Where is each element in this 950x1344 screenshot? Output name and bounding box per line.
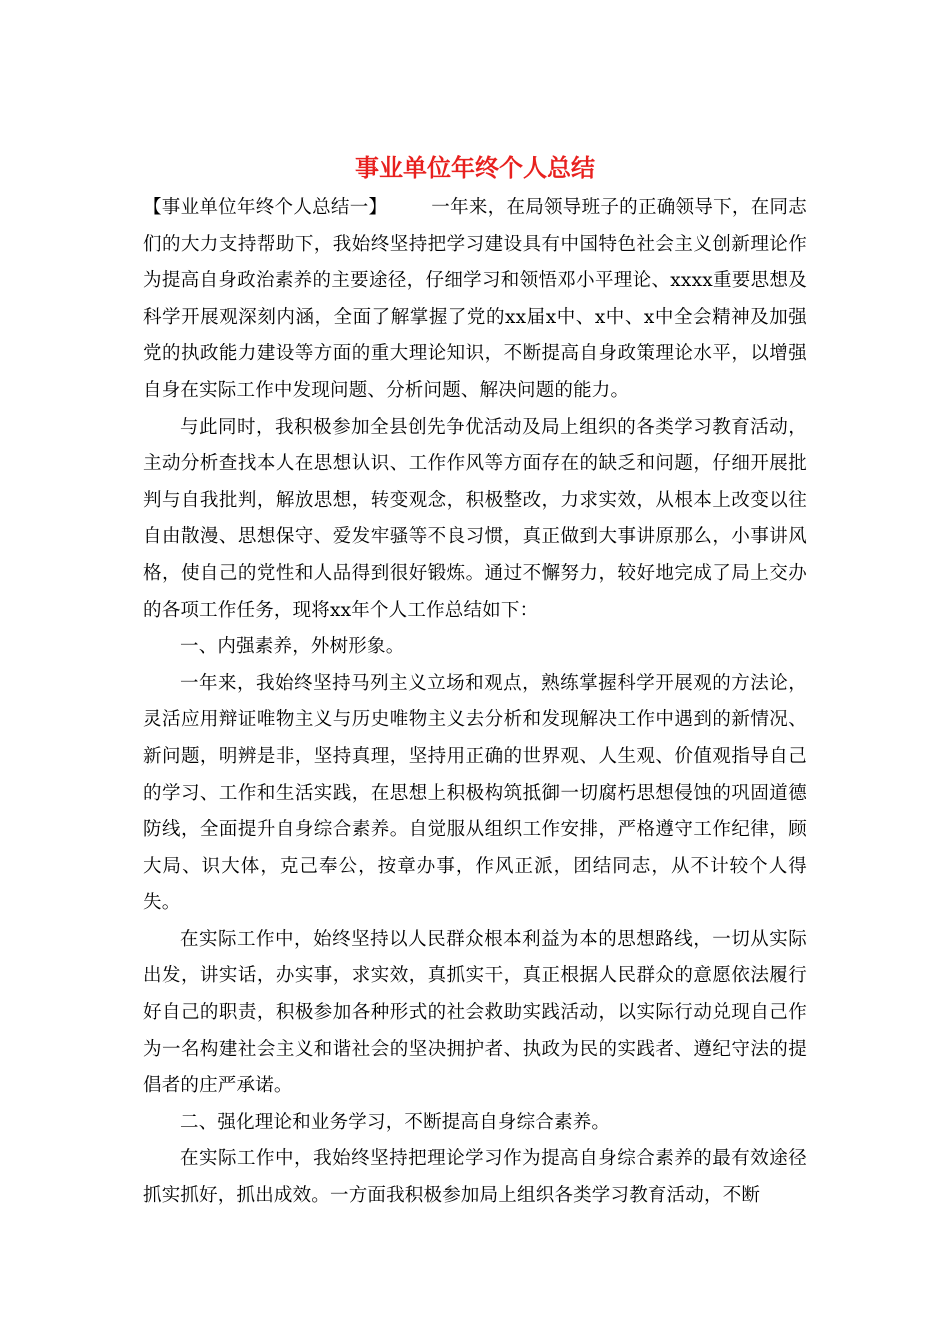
section-heading-1: 一、内强素养，外树形象。 bbox=[180, 636, 405, 658]
paragraph-5: 在实际工作中，我始终坚持把理论学习作为提高自身综合素养的最有效途径抓实抓好，抓出成效。一方面我积极参加局上组织各类学习教育活动，不断 bbox=[143, 1148, 807, 1207]
paragraph-2: 与此同时，我积极参加全县创先争优活动及局上组织的各类学习教育活动，主动分析查找本人在思想认识、工作作风等方面存在的缺乏和问题，仔细开展批判与自我批判，解放思想，转变观念，积极整改，力求实效，从根本上改变以往自由散漫、思想保守、爱发牢骚等不良习惯，真正做到大事讲原那么，小事讲风格，使自己的党性和人品得到很好锻炼。通过不懈努力，较好地完成了局上交办的各项工作任务，现将xx年个人工作总结如下： bbox=[143, 416, 807, 621]
document-title: 事业单位年终个人总结 bbox=[355, 153, 595, 182]
paragraph-3: 一年来，我始终坚持马列主义立场和观点，熟练掌握科学开展观的方法论，灵活应用辩证唯物主义与历史唯物主义去分析和发现解决工作中遇到的新情况、新问题，明辨是非，坚持真理，坚持用正确的世界观、人生观、价值观指导自己的学习、工作和生活实践，在思想上积极构筑抵御一切腐朽思想侵蚀的巩固道德防线，全面提升自身综合素养。自觉服从组织工作安排，严格遵守工作纪律，顾大局、识大体，克己奉公，按章办事，作风正派，团结同志，从不计较个人得失。 bbox=[143, 672, 807, 914]
document-body bbox=[143, 190, 807, 1215]
section-tag: 【事业单位年终个人总结一】 bbox=[143, 197, 388, 218]
section-heading-2: 二、强化理论和业务学习，不断提高自身综合素养。 bbox=[180, 1111, 611, 1133]
paragraph-1-text: 一年来，在局领导班子的正确领导下，在同志们的大力支持帮助下，我始终坚持把学习建设具有中国特色社会主义创新理论作为提高自身政治素养的主要途径，仔细学习和领悟邓小平理论、xxxx重要思想及科学开展观深刻内涵，全面了解掌握了党的xx届x中、x中、x中全会精神及加强党的执政能力建设等方面的重大理论知识，不断提高自身政策理论水平，以增强自身在实际工作中发现问题、分析问题、解决问题的能力。 bbox=[143, 197, 807, 401]
paragraph-1 bbox=[143, 190, 807, 410]
paragraph-4: 在实际工作中，始终坚持以人民群众根本利益为本的思想路线，一切从实际出发，讲实话，办实事，求实效，真抓实干，真正根据人民群众的意愿依法履行好自己的职责，积极参加各种形式的社会救助实践活动，以实际行动兑现自己作为一名构建社会主义和谐社会的坚决拥护者、执政为民的实践者、遵纪守法的提倡者的庄严承诺。 bbox=[143, 928, 807, 1097]
